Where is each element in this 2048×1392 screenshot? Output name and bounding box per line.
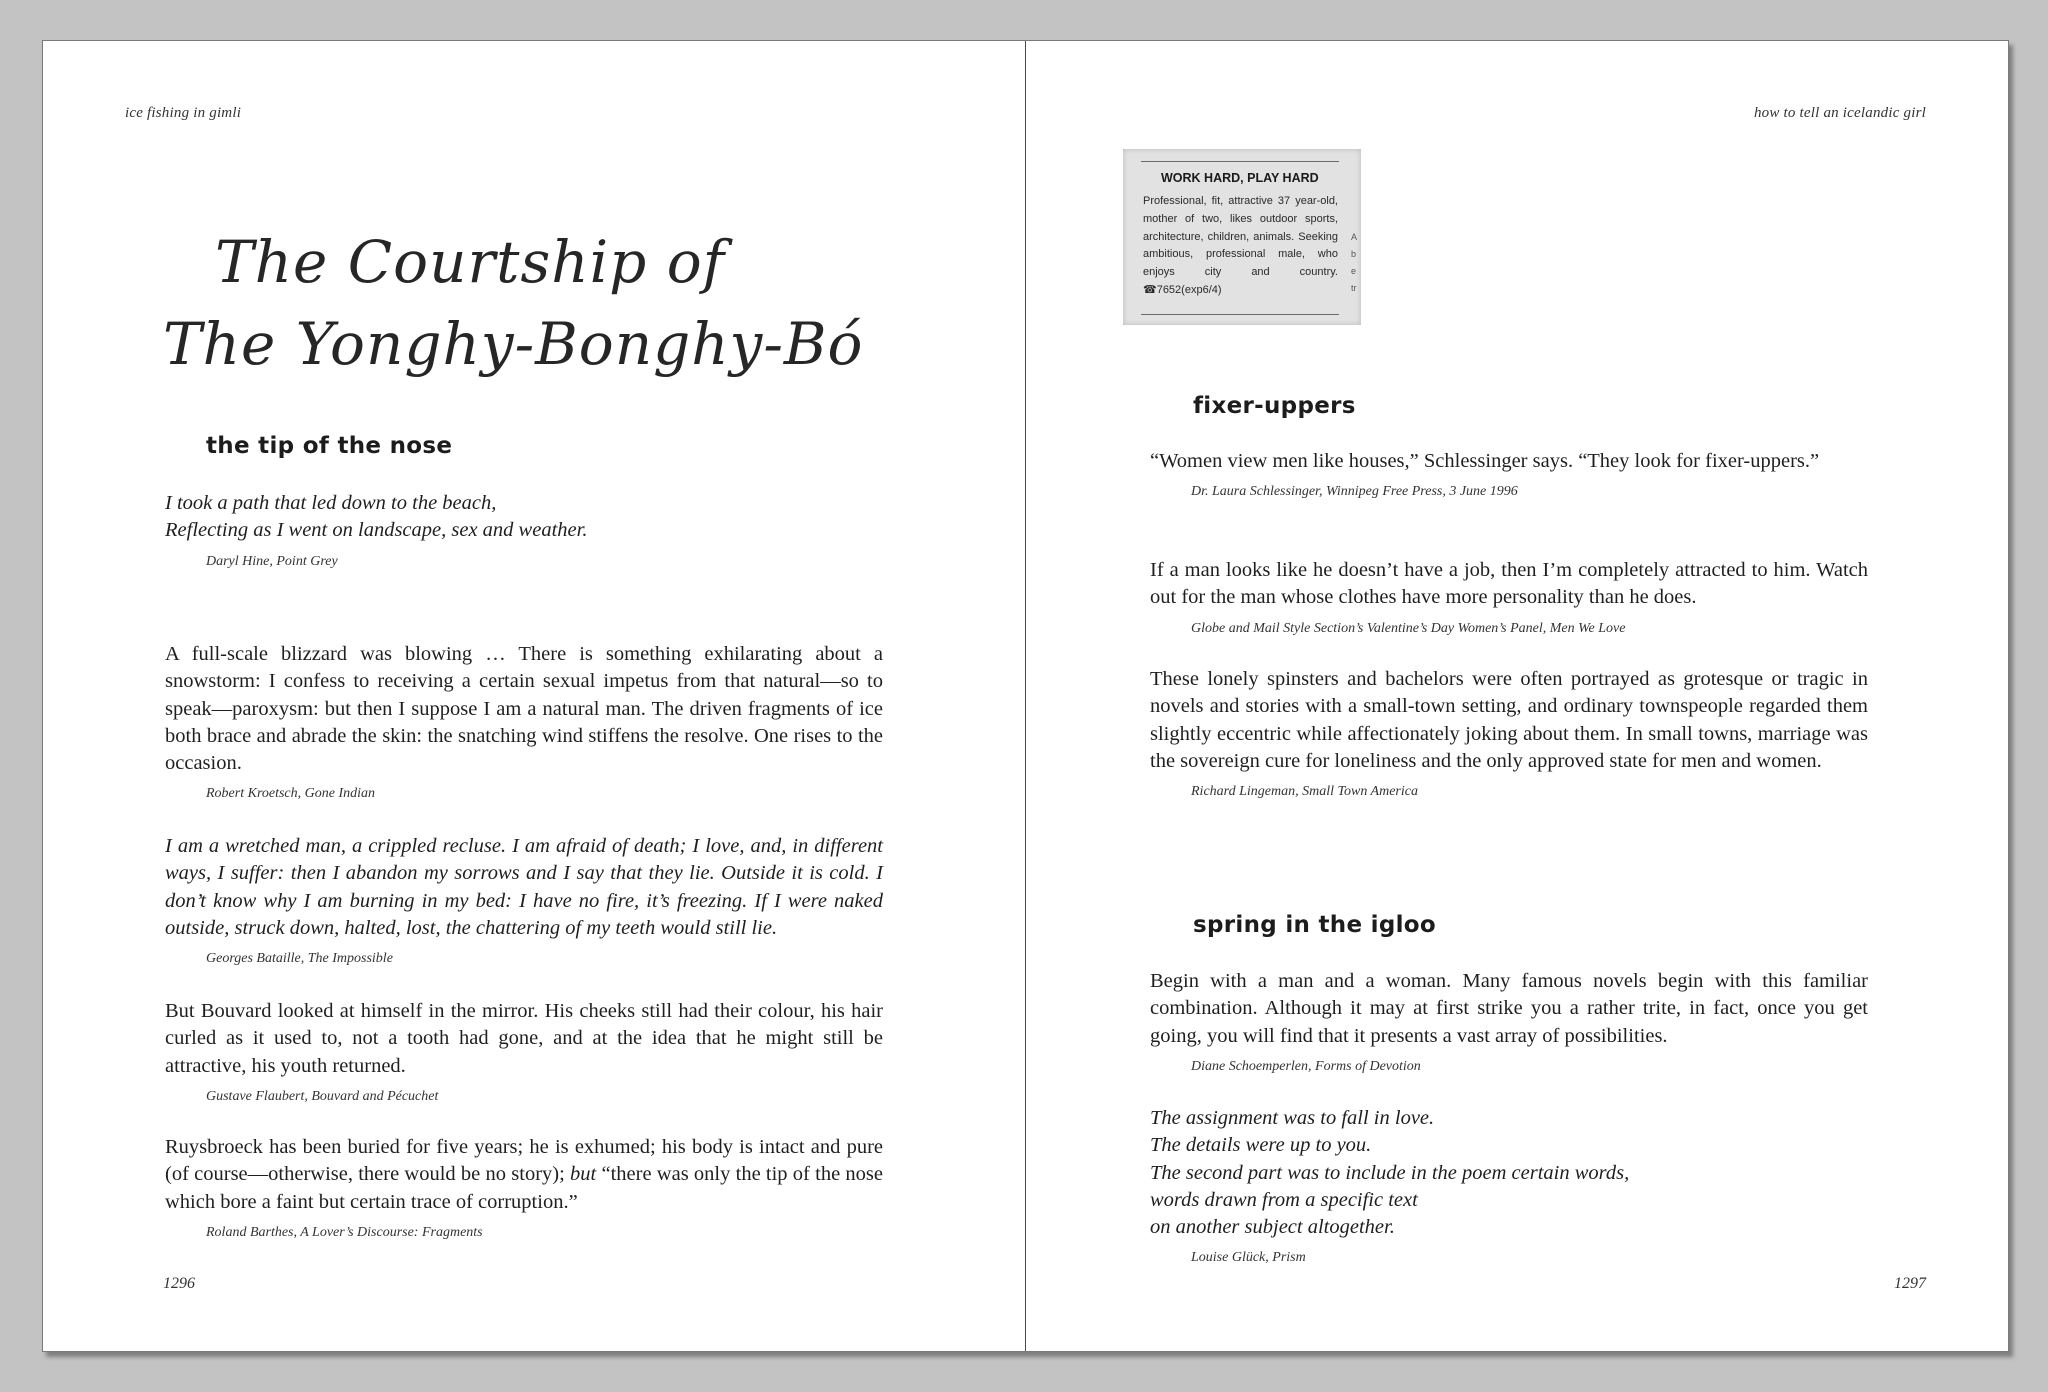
quote-attribution: Gustave Flaubert, Bouvard and Pécuchet xyxy=(206,1088,439,1104)
quote-attribution: Diane Schoemperlen, Forms of Devotion xyxy=(1191,1058,1421,1074)
section-heading: fixer-uppers xyxy=(1193,393,1356,419)
quote-attribution: Louise Glück, Prism xyxy=(1191,1250,1306,1266)
epigraph xyxy=(1150,666,1868,800)
quote-text: These lonely spinsters and bachelors were often portrayed as grotesque or tragic in novels and stories with a small-town setting, and ordinary townspeople regarded them slightly eccentric while affectionately joking about them. In small towns, marriage was the sovereign cure for loneliness and the only approved state for men and women. xyxy=(1150,668,1868,772)
quote-text-part: Ruysbroeck has been buried for five years; he is exhumed; his body is intact and pure (of course—otherwise, there would be no story); xyxy=(165,1136,883,1186)
quote-text: But Bouvard looked at himself in the mirror. His cheeks still had their colour, his hair curled as it used to, not a tooth had gone, and at the idea that he might still be attractive, his youth returned. xyxy=(165,1000,883,1077)
running-head: ice fishing in gimli xyxy=(125,105,242,121)
quote-text: I am a wretched man, a crippled recluse. I am afraid of death; I love, and, in different ways, I suffer: then I abandon my sorrows and I say that they lie. Outside it is cold. I don’t know why I am burning in my bed: I have no fire, it’s freezing. If I were naked outside, struck down, halted, lost, the chattering of my teeth would still lie. xyxy=(165,835,883,939)
clipping-rule xyxy=(1141,161,1339,162)
page-number: 1297 xyxy=(1894,1275,1926,1292)
book-spread xyxy=(42,40,2009,1352)
quote-text: A full-scale blizzard was blowing … There is something exhilarating about a snowstorm: I confess to receiving a certain sexual impetus from that natural—so to speak—paroxysm: but then I suppose I am a natural man. The driven fragments of ice both brace and abrade the skin: the snatching wind stiffens the resolve. One rises to the occasion. xyxy=(165,643,883,775)
left-page xyxy=(43,41,1025,1351)
epigraph xyxy=(165,490,883,570)
epigraph xyxy=(165,833,883,967)
quote-text-emphasis: but xyxy=(570,1163,597,1186)
quote-attribution: Roland Barthes, A Lover’s Discourse: Fragments xyxy=(206,1224,483,1240)
quote-attribution: Richard Lingeman, Small Town America xyxy=(1191,784,1418,800)
clipping-edge-text: A b e tr xyxy=(1351,232,1358,293)
quote-attribution: Daryl Hine, Point Grey xyxy=(206,553,338,569)
quote-text: If a man looks like he doesn’t have a job, then I’m completely attracted to him. Watch out for the man whose clothes have more personality than he does. xyxy=(1150,559,1868,609)
epigraph xyxy=(165,641,883,802)
running-head: how to tell an icelandic girl xyxy=(1753,105,1926,121)
quote-attribution: Globe and Mail Style Section’s Valentine’s Day Women’s Panel, Men We Love xyxy=(1191,620,1626,636)
quote-text-part: “there was only the tip of the nose which bore a faint but certain trace of corruption.” xyxy=(165,1163,883,1213)
quote-attribution: Georges Bataille, The Impossible xyxy=(206,951,393,967)
chapter-title-line-2: The Yonghy-Bonghy-Bó xyxy=(163,310,864,378)
epigraph xyxy=(165,1134,883,1241)
epigraph xyxy=(1150,557,1868,637)
epigraph xyxy=(1150,448,1868,500)
chapter-title-line-1: The Courtship of xyxy=(215,228,726,296)
chapter-title xyxy=(163,221,863,385)
quote-attribution: Dr. Laura Schlessinger, Winnipeg Free Press, 3 June 1996 xyxy=(1191,484,1518,500)
quote-text: I took a path that led down to the beach, Reflecting as I went on landscape, sex and weather. xyxy=(165,492,588,542)
section-heading: spring in the igloo xyxy=(1193,912,1436,938)
page-number: 1296 xyxy=(163,1275,195,1292)
quote-text xyxy=(165,1134,883,1216)
clipping-title: WORK HARD, PLAY HARD xyxy=(1161,171,1319,185)
epigraph xyxy=(1150,968,1868,1075)
epigraph xyxy=(1150,1105,1868,1266)
section-heading: the tip of the nose xyxy=(206,433,453,459)
epigraph xyxy=(165,998,883,1105)
quote-text: The assignment was to fall in love. The details were up to you. The second part was to include in the poem certain words, words drawn from a specific text on another subject altogether. xyxy=(1150,1107,1630,1239)
quote-text: Begin with a man and a woman. Many famous novels begin with this familiar combination. Although it may at first strike you a rather trite, in fact, once you get going, you will find that it presents a vast array of possibilities. xyxy=(1150,970,1868,1047)
quote-attribution: Robert Kroetsch, Gone Indian xyxy=(206,786,376,802)
right-page xyxy=(1026,41,2008,1351)
clipping-body: Professional, fit, attractive 37 year-old, mother of two, likes outdoor sports, architecture, children, animals. Seeking ambitious, professional male, who enjoys city and country. ☎7652(exp6/4) xyxy=(1143,195,1338,296)
quote-text: “Women view men like houses,” Schlessinger says. “They look for fixer-uppers.” xyxy=(1150,450,1820,472)
newspaper-clipping xyxy=(1123,149,1361,325)
clipping-rule xyxy=(1141,314,1339,315)
